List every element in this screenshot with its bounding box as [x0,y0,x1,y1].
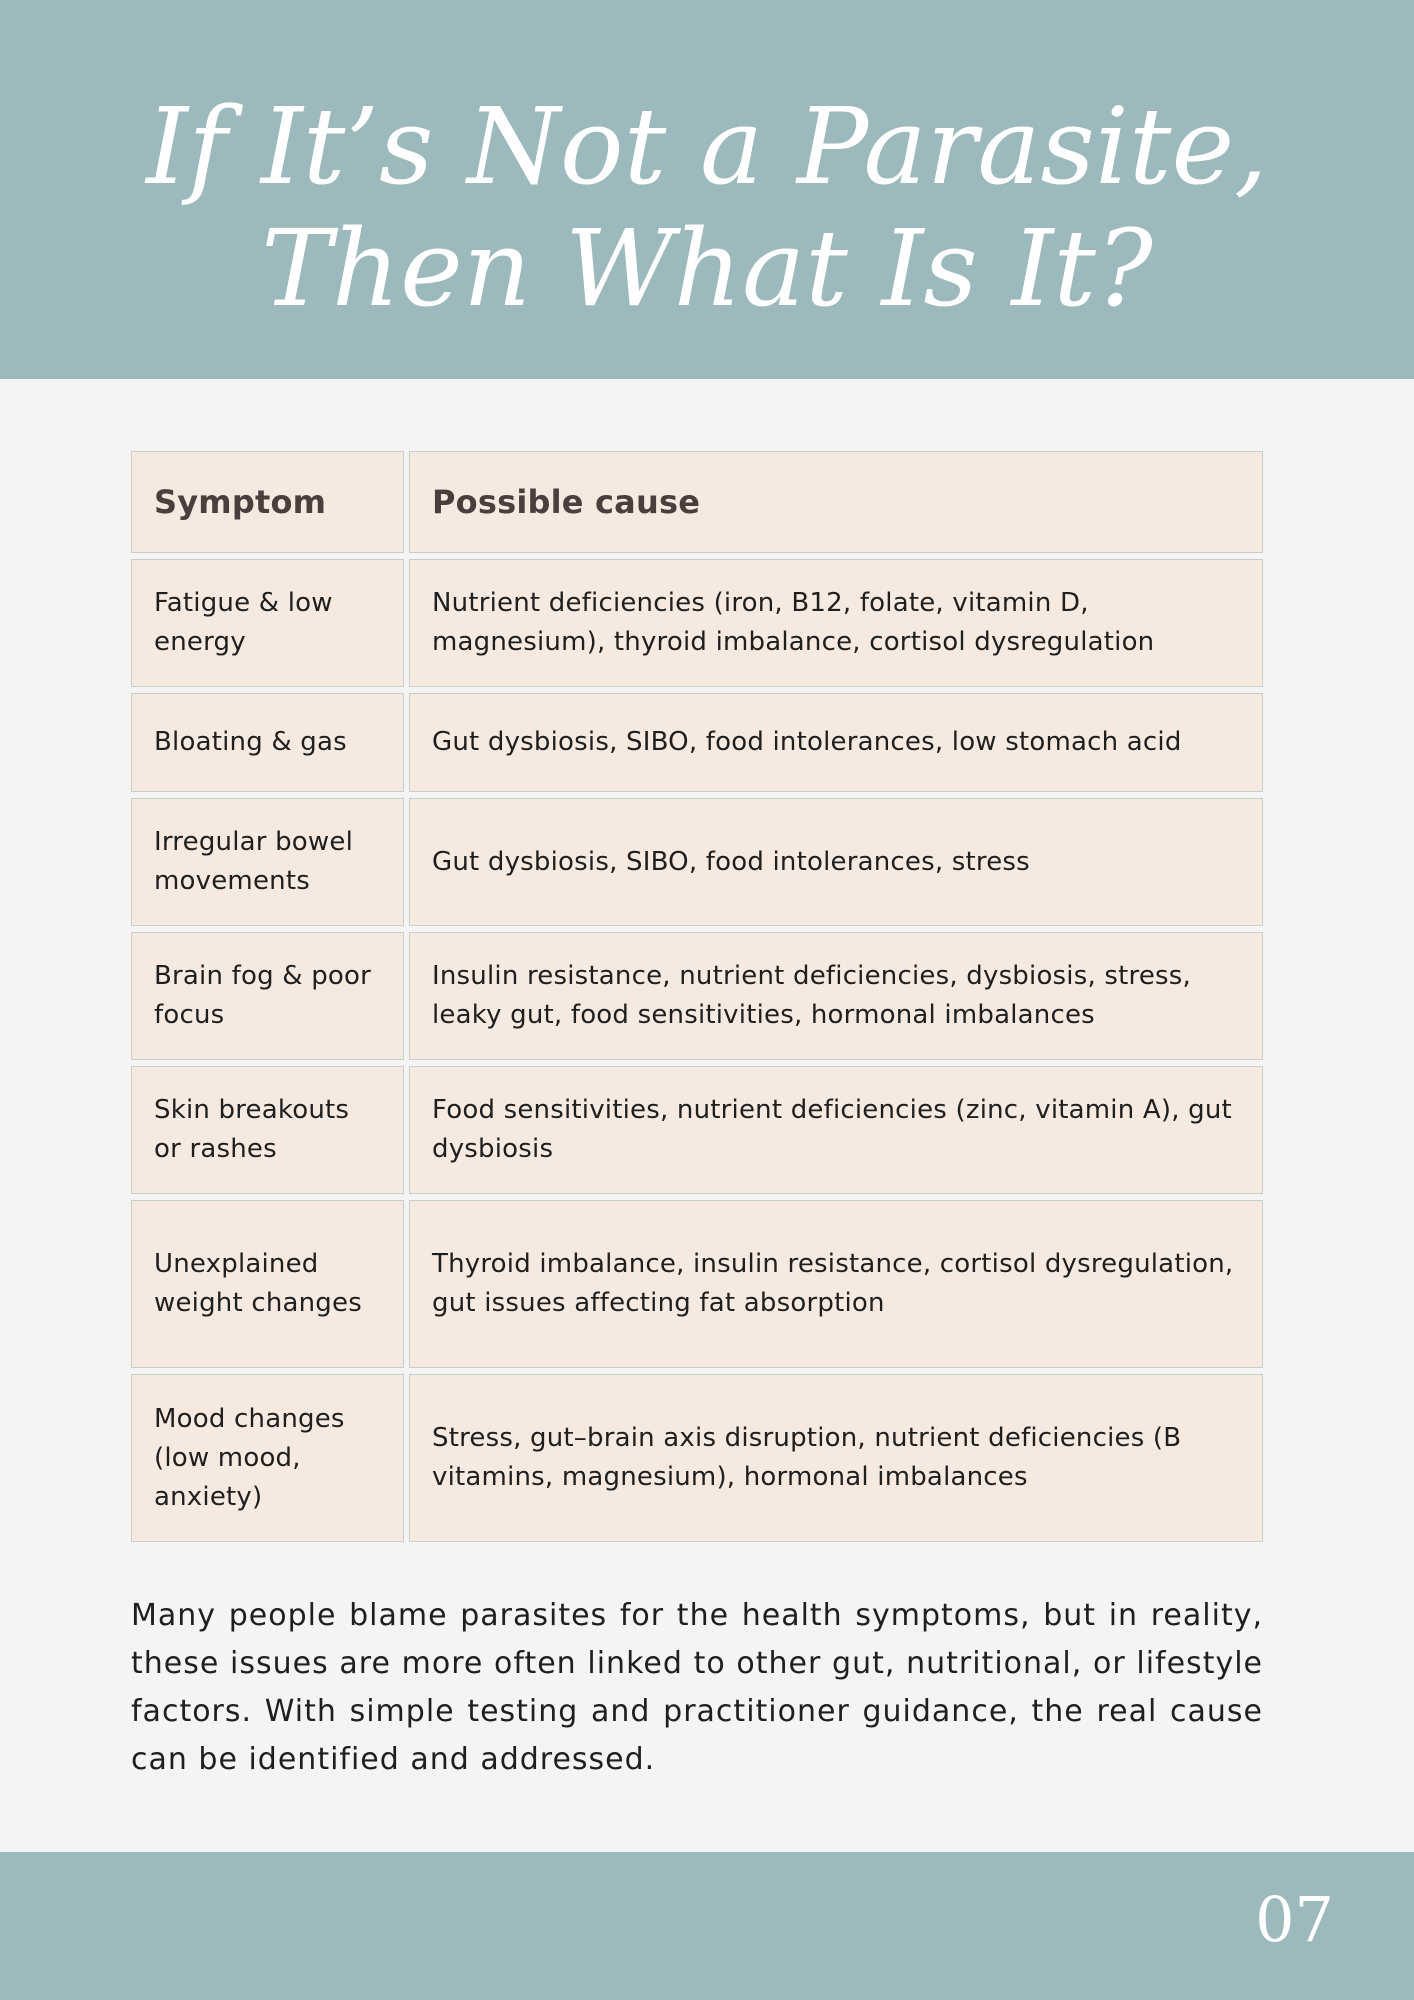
cause-cell: Food sensitivities, nutrient deficiencies (zinc, vitamin A), gut dysbiosis [409,1066,1263,1194]
table-row [131,559,1263,687]
title-line-2: Then What Is It? [261,207,1153,330]
symptom-cell: Skin breakouts or rashes [131,1066,404,1194]
header-symptom: Symptom [131,451,404,553]
page-number: 07 [1255,1883,1334,1956]
title-line-1: If It’s Not a Parasite, [146,85,1268,208]
summary-paragraph: Many people blame parasites for the health symptoms, but in reality, these issues are more often linked to other gut, nutritional, or lifestyle factors. With simple testing and practitioner guidance, the real cause can be identified and addressed. [131,1598,1263,1777]
symptom-cell: Fatigue & low energy [131,559,404,687]
symptom-cell: Mood changes (low mood, anxiety) [131,1374,404,1542]
cause-cell: Nutrient deficiencies (iron, B12, folate, vitamin D, magnesium), thyroid imbalance, cortisol dysregulation [409,559,1263,687]
table-row [131,1374,1263,1542]
table-row [131,693,1263,792]
cause-cell: Gut dysbiosis, SIBO, food intolerances, stress [409,798,1263,926]
symptom-cell: Irregular bowel movements [131,798,404,926]
table-row [131,1200,1263,1368]
table-row [131,932,1263,1060]
table-row [131,798,1263,926]
cause-cell: Insulin resistance, nutrient deficiencies, dysbiosis, stress, leaky gut, food sensitivities, hormonal imbalances [409,932,1263,1060]
symptom-cell: Bloating & gas [131,693,404,792]
symptom-cell: Brain fog & poor focus [131,932,404,1060]
symptom-cause-table [131,451,1263,1548]
header-possible-cause: Possible cause [409,451,1263,553]
header-banner [0,0,1414,379]
cause-cell: Thyroid imbalance, insulin resistance, cortisol dysregulation, gut issues affecting fat absorption [409,1200,1263,1368]
table-row [131,1066,1263,1194]
cause-cell: Stress, gut–brain axis disruption, nutrient deficiencies (B vitamins, magnesium), hormonal imbalances [409,1374,1263,1542]
table-header-row [131,451,1263,553]
cause-cell: Gut dysbiosis, SIBO, food intolerances, low stomach acid [409,693,1263,792]
page-title [0,86,1414,330]
footer-banner [0,1852,1414,2000]
symptom-cell: Unexplained weight changes [131,1200,404,1368]
